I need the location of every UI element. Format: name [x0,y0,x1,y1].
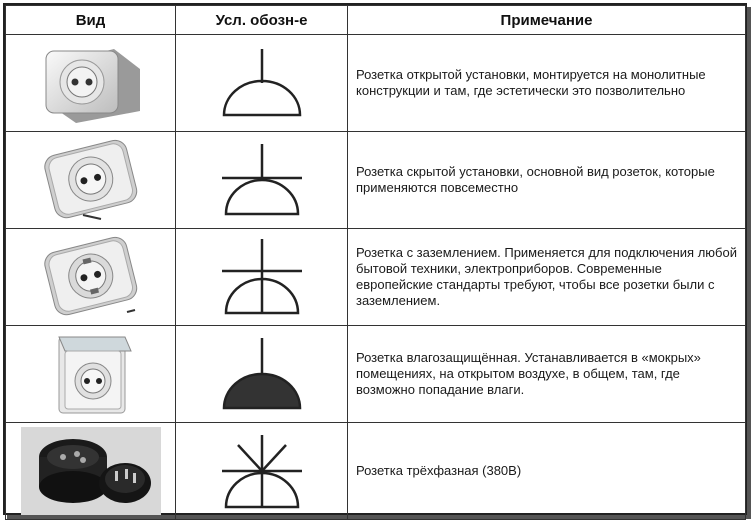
table-row [6,35,746,132]
photo-cell [6,229,176,326]
waterproof-socket-symbol [212,334,312,414]
table-row [6,132,746,229]
symbol-cell [176,326,348,423]
symbol-cell [176,35,348,132]
note-cell: Розетка трёхфазная (380В) [348,423,746,520]
grounded-socket-symbol [212,235,312,319]
socket-symbols-table-frame [3,3,747,515]
symbol-cell [176,132,348,229]
header-note: Примечание [348,6,746,35]
table-row [6,423,746,520]
photo-cell [6,132,176,229]
table-row [6,229,746,326]
flush-mounted-socket-symbol [212,140,312,220]
photo-cell [6,326,176,423]
symbol-cell [176,229,348,326]
symbol-cell [176,423,348,520]
grounded-socket-photo [31,232,151,322]
three-phase-socket-photo [21,427,161,515]
table-header-row [6,6,746,35]
note-cell: Розетка открытой установки, монтируется на монолитные конструкции и там, где эстетически это позволительно [348,35,746,132]
header-view: Вид [6,6,176,35]
surface-mounted-socket-symbol [212,43,312,123]
note-cell: Розетка с заземлением. Применяется для подключения любой бытовой техники, электроприборов. Современные европейские стандарты требуют, чтобы все розетки были с заземлением. [348,229,746,326]
waterproof-socket-photo [41,329,141,419]
table-row [6,326,746,423]
flush-socket-photo [31,135,151,225]
photo-cell [6,423,176,520]
header-symbol: Усл. обозн-е [176,6,348,35]
surface-socket-photo [36,39,146,127]
note-cell: Розетка влагозащищённая. Устанавливается в «мокрых» помещениях, на открытом воздухе, в общем, там, где возможно попадание влаги. [348,326,746,423]
note-cell: Розетка скрытой установки, основной вид розеток, которые применяются повсеместно [348,132,746,229]
photo-cell [6,35,176,132]
three-phase-socket-symbol [212,429,312,513]
socket-symbols-table [5,5,746,520]
